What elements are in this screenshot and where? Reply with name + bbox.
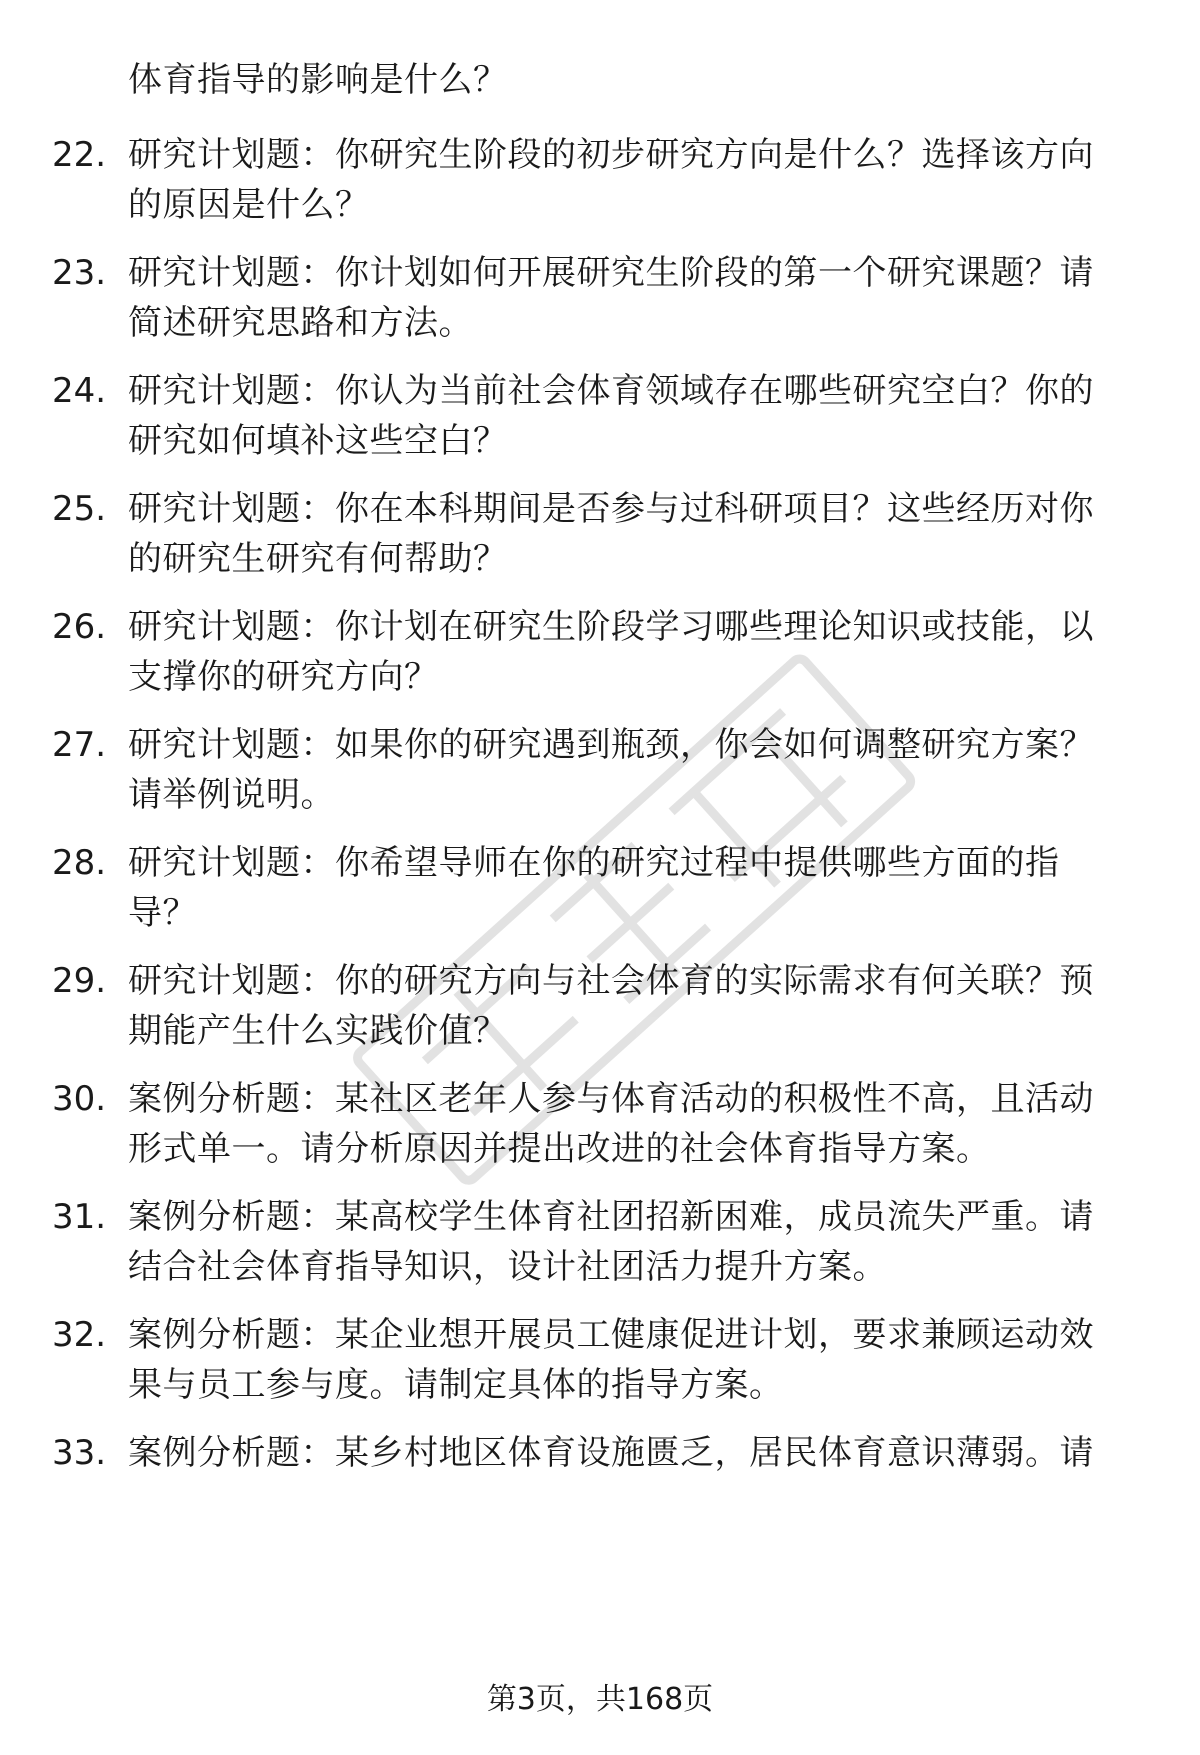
question-text xyxy=(128,248,1148,348)
question-line: 研究计划题：你计划在研究生阶段学习哪些理论知识或技能，以 xyxy=(128,607,1094,647)
question-text xyxy=(128,1074,1148,1174)
page-footer: 第3页，共168页 xyxy=(486,1682,714,1717)
question-line: 形式单一。请分析原因并提出改进的社会体育指导方案。 xyxy=(128,1129,991,1169)
question-number: 22. xyxy=(52,135,107,175)
question-line: 案例分析题：某企业想开展员工健康促进计划，要求兼顾运动效 xyxy=(128,1315,1094,1355)
question-number: 25. xyxy=(52,489,107,529)
question-number: 31. xyxy=(52,1197,107,1237)
question-line: 导？ xyxy=(128,893,197,933)
question-number: 32. xyxy=(52,1315,107,1355)
question-line: 的原因是什么？ xyxy=(128,185,370,225)
question-number: 33. xyxy=(52,1433,107,1473)
question-text xyxy=(128,838,1148,938)
question-line: 的研究生研究有何帮助？ xyxy=(128,539,508,579)
question-text xyxy=(128,366,1148,466)
question-number: 27. xyxy=(52,725,107,765)
question-line: 研究计划题：你计划如何开展研究生阶段的第一个研究课题？请 xyxy=(128,253,1094,293)
question-line: 案例分析题：某社区老年人参与体育活动的积极性不高，且活动 xyxy=(128,1079,1094,1119)
question-line: 案例分析题：某乡村地区体育设施匮乏，居民体育意识薄弱。请 xyxy=(128,1433,1094,1473)
question-line: 简述研究思路和方法。 xyxy=(128,303,473,343)
question-text xyxy=(128,484,1148,584)
question-text xyxy=(128,1192,1148,1292)
question-number: 24. xyxy=(52,371,107,411)
question-line: 研究如何填补这些空白？ xyxy=(128,421,508,461)
question-number: 23. xyxy=(52,253,107,293)
question-line: 研究计划题：你在本科期间是否参与过科研项目？这些经历对你 xyxy=(128,489,1094,529)
question-line: 果与员工参与度。请制定具体的指导方案。 xyxy=(128,1365,784,1405)
question-text xyxy=(128,720,1148,820)
question-text xyxy=(128,1428,1148,1478)
question-line: 请举例说明。 xyxy=(128,775,335,815)
question-line: 支撑你的研究方向？ xyxy=(128,657,439,697)
question-text xyxy=(128,1310,1148,1410)
question-line: 研究计划题：你研究生阶段的初步研究方向是什么？选择该方向 xyxy=(128,135,1094,175)
question-text xyxy=(128,130,1148,230)
question-line: 研究计划题：你认为当前社会体育领域存在哪些研究空白？你的 xyxy=(128,371,1094,411)
question-line: 研究计划题：如果你的研究遇到瓶颈，你会如何调整研究方案？ xyxy=(128,725,1094,765)
question-line: 研究计划题：你希望导师在你的研究过程中提供哪些方面的指 xyxy=(128,843,1060,883)
question-line: 结合社会体育指导知识，设计社团活力提升方案。 xyxy=(128,1247,887,1287)
question-line: 案例分析题：某高校学生体育社团招新困难，成员流失严重。请 xyxy=(128,1197,1094,1237)
question-text xyxy=(128,602,1148,702)
question-number: 28. xyxy=(52,843,107,883)
question-number: 29. xyxy=(52,961,107,1001)
question-line: 研究计划题：你的研究方向与社会体育的实际需求有何关联？预 xyxy=(128,961,1094,1001)
question-text xyxy=(128,956,1148,1056)
question-number: 26. xyxy=(52,607,107,647)
question-line: 期能产生什么实践价值？ xyxy=(128,1011,508,1051)
continuation-text: 体育指导的影响是什么？ xyxy=(128,60,508,100)
question-number: 30. xyxy=(52,1079,107,1119)
